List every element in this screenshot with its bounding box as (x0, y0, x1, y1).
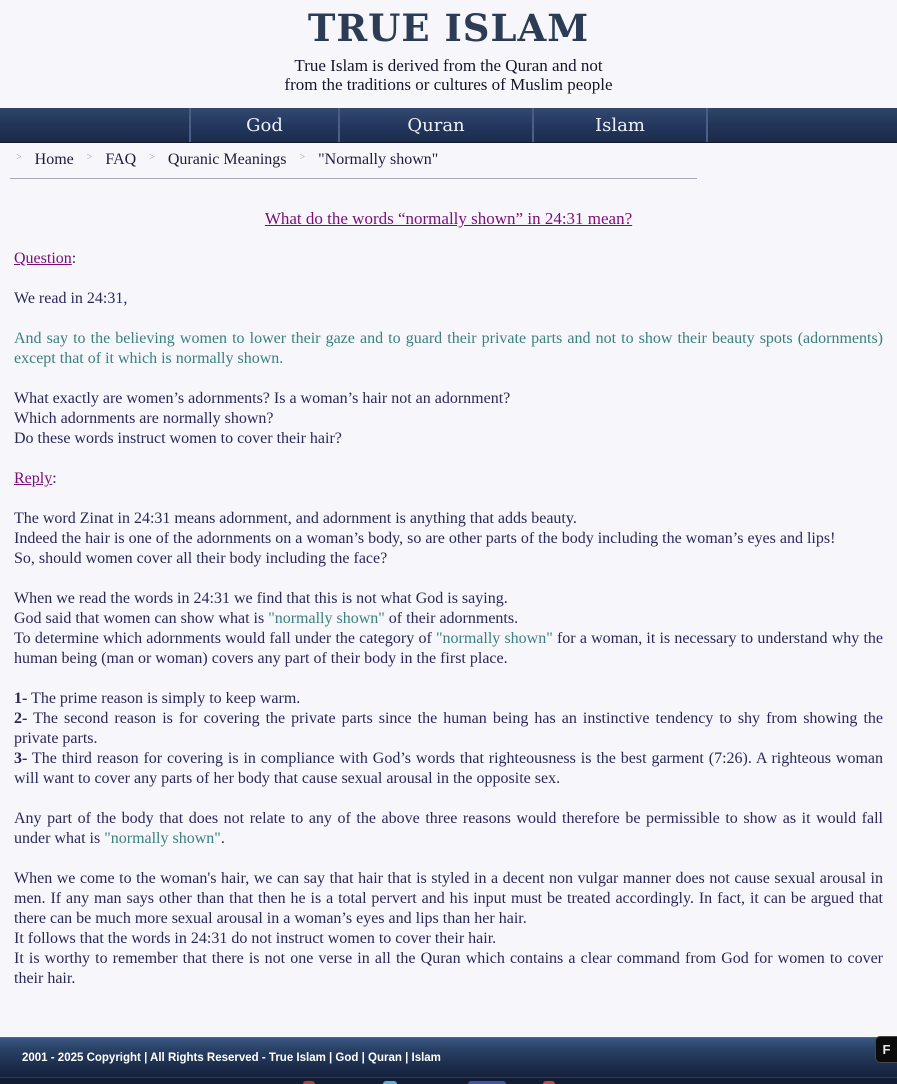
tagline-line-1: True Islam is derived from the Quran and not (294, 56, 603, 75)
reply-link[interactable]: Reply (14, 470, 53, 487)
breadcrumb-arrow-icon: > (149, 152, 155, 163)
reply2-line-1: When we read the words in 24:31 we find that this is not what God is saying. (14, 590, 508, 607)
reply-label-line (14, 469, 883, 489)
copyright-text: 2001 - 2025 Copyright | All Rights Reserved - True Islam | God | Quran | Islam (22, 1051, 441, 1064)
hair-paragraph (14, 869, 883, 989)
nav-spacer-right (708, 108, 897, 142)
breadcrumb-arrow-icon: > (16, 152, 22, 163)
footer (0, 1037, 897, 1084)
nav-item-god[interactable]: God (191, 108, 338, 142)
reason-number-3: 3- (14, 750, 28, 767)
nav-spacer-left (0, 108, 189, 142)
question-line-2: Which adornments are normally shown? (14, 410, 274, 427)
site-header (0, 0, 897, 108)
reply1-line-1: The word Zinat in 24:31 means adornment, and adornment is anything that adds beauty. (14, 510, 577, 527)
follow-button[interactable]: F (875, 1036, 897, 1063)
breadcrumb-arrow-icon: > (86, 152, 93, 163)
site-title: TRUE ISLAM (307, 6, 590, 50)
reply-paragraph-2: When we read the words in 24:31 we find that this is not what God is saying. God said that women can show what is "normally shown" of their adornments. To determine which adornments would fall under the category of "normally shown" for a woman, it is necessary to understand why the human being (man or woman) covers any part of their body in the first place. (14, 590, 884, 667)
footer-bar (0, 1037, 897, 1077)
hair-line-1: When we come to the woman's hair, we can say that hair that is styled in a decent non vulgar manner does not cause sexual arousal in men. If any man says other than that then he is a total pervert and his input must be treated accordingly. In fact, it can be argued that there can be much more sexual arousal in a woman’s eyes and lips than her hair. (14, 870, 883, 927)
question-line-1: What exactly are women’s adornments? Is a woman’s hair not an adornment? (14, 390, 511, 407)
question-line-3: Do these words instruct women to cover their hair? (14, 430, 342, 447)
normally-shown-phrase: "normally shown" (268, 610, 385, 627)
intro-paragraph: We read in 24:31, (14, 290, 128, 307)
permissible-paragraph: Any part of the body that does not relate to any of the above three reasons would therefore be permissible to show as it would fall under what is "normally shown". (14, 810, 883, 847)
breadcrumb-item-current[interactable]: "Normally shown" (318, 151, 439, 168)
normally-shown-phrase: "normally shown" (104, 830, 221, 847)
article (0, 209, 897, 989)
article-title-link[interactable]: What do the words “normally shown” in 24:31 mean? (264, 209, 633, 228)
reply1-line-3: So, should women cover all their body including the face? (14, 550, 388, 567)
footer-bottom-strip (0, 1077, 897, 1084)
breadcrumb-arrow-icon: > (299, 152, 306, 163)
breadcrumb-item-quranic-meanings[interactable]: Quranic Meanings (167, 151, 287, 168)
breadcrumb-item-faq[interactable]: FAQ (105, 151, 137, 168)
breadcrumb-item-home[interactable]: Home (34, 151, 74, 168)
reason-number-2: 2- (14, 710, 28, 727)
hair-line-3: It is worthy to remember that there is not one verse in all the Quran which contains a clear command from God for women to cover their hair. (14, 950, 883, 987)
question-link[interactable]: Question (14, 250, 72, 267)
question-label-line (14, 249, 883, 269)
site-tagline (0, 56, 897, 94)
normally-shown-phrase: "normally shown" (435, 630, 553, 647)
colon: : (71, 250, 77, 267)
breadcrumb (10, 151, 697, 179)
nav-item-islam[interactable]: Islam (534, 108, 706, 142)
nav-item-quran[interactable]: Quran (340, 108, 532, 142)
tagline-line-2: from the traditions or cultures of Muslim people (284, 75, 613, 94)
hair-line-2: It follows that the words in 24:31 do not instruct women to cover their hair. (14, 930, 497, 947)
main-nav (0, 108, 897, 143)
reply1-line-2: Indeed the hair is one of the adornments on a woman’s body, so are other parts of the body including the woman’s eyes and lips! (14, 530, 836, 547)
reason-number-1: 1- (14, 690, 28, 707)
colon: : (52, 470, 57, 487)
reasons-list: 1- The prime reason is simply to keep warm. 2- The second reason is for covering the private parts since the human being has an instinctive tendency to shy from showing the private parts. 3- The third reason for covering is in compliance with God’s words that righteousness is the best garment (7:26). A righteous woman will want to cover any parts of her body that cause sexual arousal in the opposite sex. (14, 690, 883, 787)
reply-paragraph-1 (14, 509, 883, 569)
verse-quote: And say to the believing women to lower their gaze and to guard their private parts and not to show their beauty spots (adornments) except that of it which is normally shown. (14, 330, 883, 367)
question-lines (14, 389, 883, 449)
